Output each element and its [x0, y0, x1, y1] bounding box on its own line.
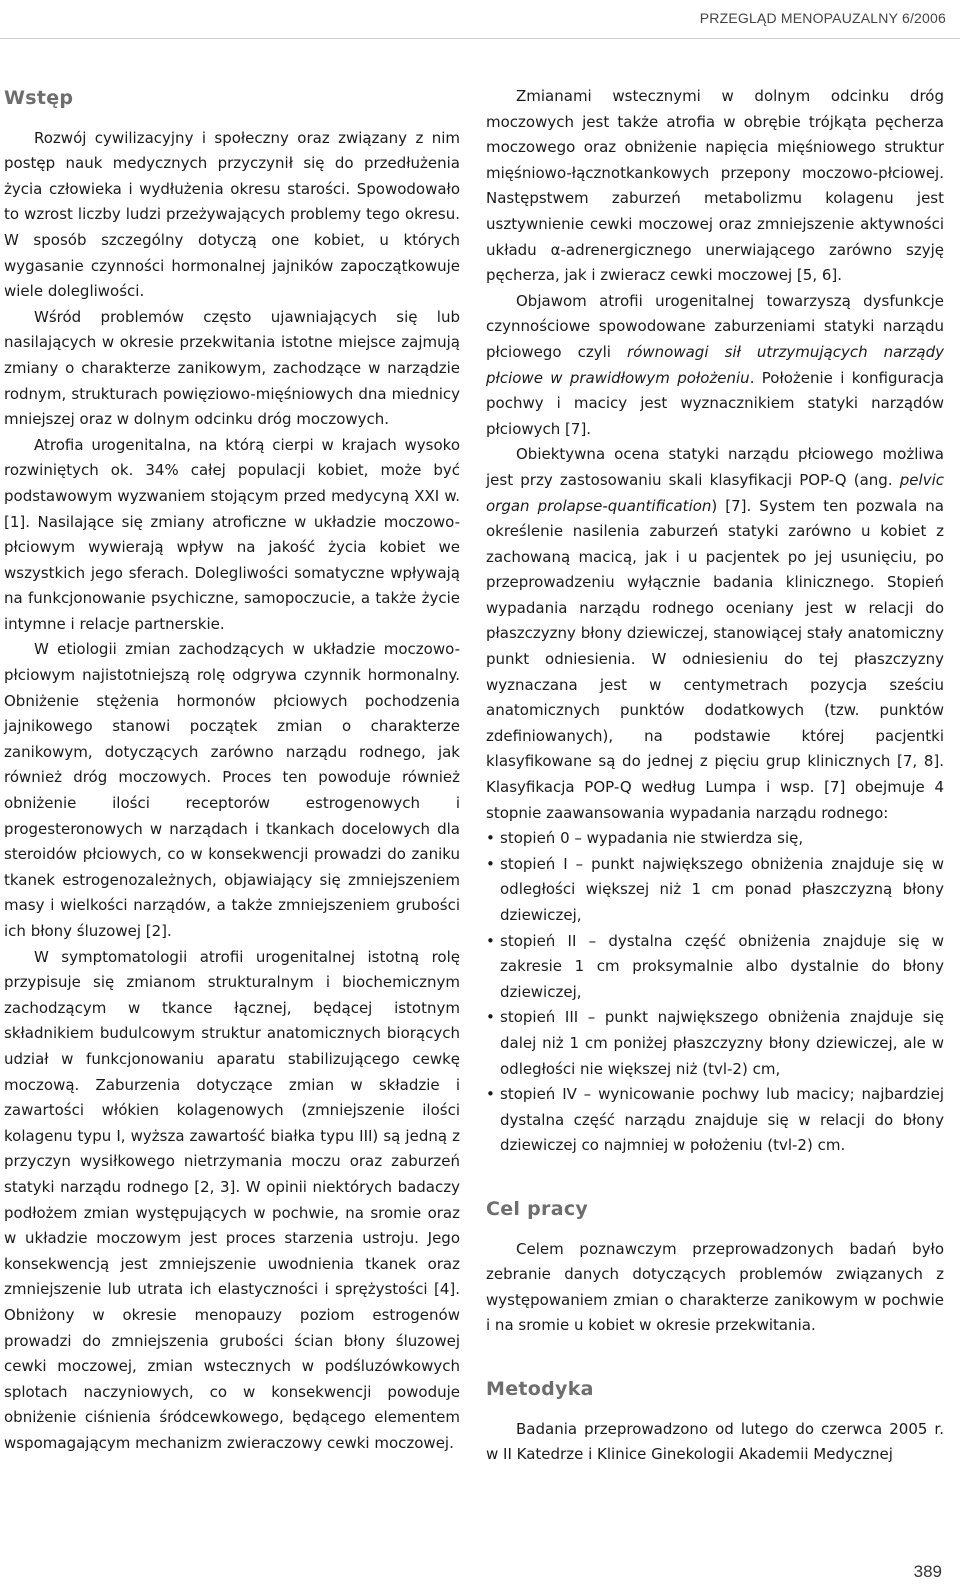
paragraph — [486, 289, 944, 443]
list-item: • stopień I – punkt największego obniżenia znajduje się w odległości większej niż 1 cm ponad płaszczyzną błony dziewiczej, — [486, 852, 944, 929]
section-method — [486, 1377, 944, 1468]
text-run: ) [7]. System ten pozwala na określenie nasilenia zaburzeń statyki zarówno u kobiet z zachowaną macicą, jak i u pacjentek po jej usunięciu, po przeprowadzeniu wyłącznie badania klinicznego. Stopień wypadania narządu rodnego oceniany jest w relacji do płaszczyzny błony dziewiczej, stanowiącej stały anatomiczny punkt odniesienia. W odniesieniu do tej płaszczyzny wyznaczana jest w centymetrach pozycja sześciu anatomicznych punktów dodatkowych (tzw. punktów zdefiniowanych), na podstawie której pacjentki klasyfikowane są do jednej z pięciu grup klinicznych [7, 8]. Klasyfikacja POP-Q według Lumpa i wsp. [7] obejmuje 4 stopnie zaawansowania wypadania narządu rodnego: — [486, 496, 944, 822]
italic-term: równowagi sił utrzymujących narządy płciowe w prawidłowym położeniu — [486, 342, 944, 387]
section-heading-aim: Cel pracy — [486, 1197, 589, 1220]
text-run: . Położenie i konfiguracja pochwy i macicy jest wyznacznikiem statyki narządów płciowych [7]. — [486, 368, 944, 438]
paragraph: Atrofia urogenitalna, na którą cierpi w krajach wysoko rozwiniętych ok. 34% całej populacji kobiet, może być podstawowym wyzwaniem stojącym przed medycyną XXI w. [1]. Nasilające się zmiany atroficzne w układzie moczowo-płciowym wywierają wpływ na jakość życia kobiet we wszystkich jego sferach. Dolegliwości somatyczne wpływają na funkcjonowanie psychiczne, samopoczucie, a także życie intymne i relacje partnerskie. — [4, 435, 460, 633]
journal-title: PRZEGLĄD MENOPAUZALNY 6/2006 — [699, 10, 946, 26]
text-run: Objawom atrofii urogenitalnej towarzyszą dysfunkcje czynnościowe spowodowane zaburzeniami statyki narządu płciowego czyli — [486, 291, 944, 361]
right-column — [486, 84, 944, 1468]
page-header — [0, 0, 960, 39]
section-heading-method: Metodyka — [486, 1377, 594, 1400]
page-number: 389 — [913, 1562, 942, 1581]
paragraph — [486, 442, 944, 826]
stage-list — [486, 826, 944, 1159]
list-item: • stopień 0 – wypadania nie stwierdza się, — [486, 826, 944, 852]
section-aim — [486, 1197, 944, 1339]
text-run: Obiektywna ocena statyki narządu płciowego możliwa jest przy zastosowaniu skali klasyfikacji POP-Q (ang. — [486, 445, 944, 489]
list-item: • stopień IV – wynicowanie pochwy lub macicy; najbardziej dystalna część narządu znajduje się w relacji do błony dziewiczej co najmniej w położeniu (tvl-2) cm. — [486, 1082, 944, 1159]
left-column — [4, 86, 460, 1456]
italic-term: pelvic organ prolapse-quantification — [486, 470, 944, 515]
paragraph: Celem poznawczym przeprowadzonych badań było zebranie danych dotyczących problemów związanych z występowaniem zmian o charakterze zanikowym w pochwie i na sromie u kobiet w okresie przekwitania. — [486, 1239, 944, 1335]
paragraph: W etiologii zmian zachodzących w układzie moczowo-płciowym najistotniejszą rolę odgrywa czynnik hormonalny. Obniżenie stężenia hormonów płciowych pochodzenia jajnikowego stanowi początek zmian o charakterze zanikowym, dotyczących zarówno narządu rodnego, jak również dróg moczowych. Proces ten powoduje również obniżenie ilości receptorów estrogenowych i progesteronowych w narządach i tkankach docelowych dla steroidów płciowych, co w konsekwencji prowadzi do zaniku tkanek estrogenozależnych, objawiający się zmniejszeniem masy i wielkości narządów, a także zmniejszeniem grubości ich błony śluzowej [2]. — [4, 640, 460, 940]
list-item: • stopień III – punkt największego obniżenia znajduje się dalej niż 1 cm poniżej płaszczyzny błony dziewiczej, ale w odległości nie większej niż (tvl-2) cm, — [486, 1005, 944, 1082]
list-item: • stopień II – dystalna część obniżenia znajduje się w zakresie 1 cm proksymalnie albo dystalnie do błony dziewiczej, — [486, 929, 944, 1006]
section-heading-introduction: Wstęp — [4, 87, 74, 109]
paragraph: Badania przeprowadzono od lutego do czerwca 2005 r. w II Katedrze i Klinice Ginekologii Akademii Medycznej — [486, 1419, 944, 1464]
paragraph: Zmianami wstecznymi w dolnym odcinku dróg moczowych jest także atrofia w obrębie trójkąta pęcherza moczowego oraz obniżenie napięcia mięśniowego struktur mięśniowo-łącznotkankowych przepony moczowo-płciowej. Następstwem zaburzeń metabolizmu kolagenu jest usztywnienie cewki moczowej oraz zmniejszenie aktywności układu α-adrenergicznego unerwiającego zarówno szyję pęcherza, jak i zwieracz cewki moczowej [5, 6]. — [486, 87, 944, 285]
paragraph: Wśród problemów często ujawniających się lub nasilających w okresie przekwitania istotne miejsce zajmują zmiany o charakterze zanikowym, zachodzące w narządzie rodnym, strukturach powięziowo-mięśniowych dna miednicy mniejszej oraz w dolnym odcinku dróg moczowych. — [4, 307, 460, 429]
paragraph: W symptomatologii atrofii urogenitalnej istotną rolę przypisuje się zmianom strukturalnym i biochemicznym zachodzącym w tkance łącznej, będącej istotnym składnikiem budulcowym struktur anatomicznych biorących udział w funkcjonowaniu aparatu stabilizującego cewkę moczową. Zaburzenia dotyczące zmian w składzie i zawartości włókien kolagenowych (zmniejszenie ilości kolagenu typu I, wyższa zawartość białka typu III) są jedną z przyczyn wysiłkowego nietrzymania moczu oraz zaburzeń statyki narządu rodnego [2, 3]. W opinii niektórych badaczy podłożem zmian występujących w pochwie, na sromie oraz w układzie moczowym jest proces starzenia ustroju. Jego konsekwencją jest zmniejszenie uwodnienia tkanek oraz zmniejszenie lub utrata ich elastyczności i sprężystości [4]. Obniżony w okresie menopauzy poziom estrogenów prowadzi do zmniejszenia grubości ścian błony śluzowej cewki moczowej, zmian wstecznych w podśluzówkowych splotach naczyniowych, co w konsekwencji powoduje obniżenie ciśnienia śródcewkowego, będącego elementem wspomagającym mechanizm zwieraczowy cewki moczowej. — [4, 947, 460, 1452]
paragraph: Rozwój cywilizacyjny i społeczny oraz związany z nim postęp nauk medycznych przyczynił się do przedłużenia życia człowieka i wydłużenia okresu starości. Spowodowało to wzrost liczby ludzi przeżywających problemy tego okresu. W sposób szczególny dotyczą one kobiet, u których wygasanie czynności hormonalnej jajników zapoczątkowuje wiele dolegliwości. — [4, 128, 460, 301]
